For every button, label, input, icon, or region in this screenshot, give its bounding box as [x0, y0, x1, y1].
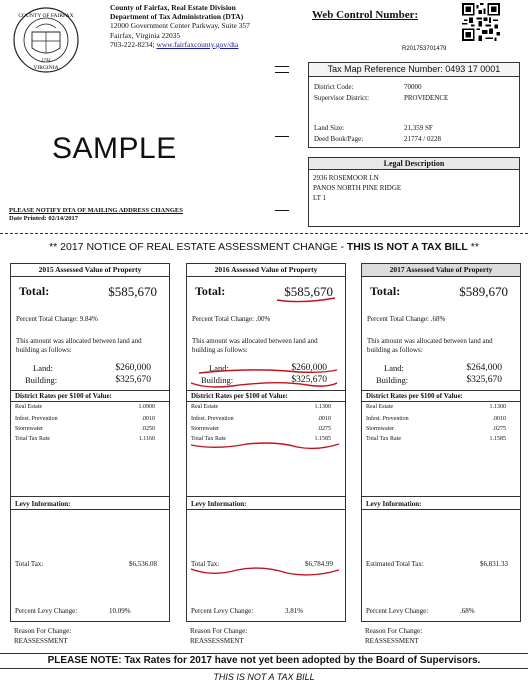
building-label: Building: [25, 375, 58, 385]
assessment-notice-heading [0, 241, 528, 253]
building-value: $325,670 [291, 375, 327, 385]
land-label: Land: [384, 363, 404, 373]
seal-text-top: COUNTY OF FAIRFAX [18, 13, 74, 19]
assessment-column-2016 [186, 263, 346, 622]
divider [362, 401, 520, 402]
assessment-column-2017 [361, 263, 521, 622]
rate-value: 1.0900 [138, 404, 155, 410]
rate-value: 1.1585 [314, 436, 331, 442]
rate-value: .0010 [317, 416, 331, 422]
supervisor-value: PROVIDENCE [404, 94, 449, 102]
legal-description-title: Legal Description [309, 158, 519, 170]
divider [11, 496, 169, 497]
address-notice [9, 207, 183, 222]
assessment-column-2015 [10, 263, 170, 622]
district-code-label: District Code: [314, 83, 354, 91]
date-printed: Date Printed: 02/14/2017 [9, 214, 78, 222]
rate-label: Infest. Prevention [366, 416, 409, 422]
agency-line4: Fairfax, Virginia 22035 [110, 30, 181, 40]
divider [11, 401, 169, 402]
rate-label: Real Estate [15, 404, 43, 410]
rate-label: Total Tax Rate [15, 436, 51, 442]
divider [362, 390, 520, 391]
total-label: Total: [195, 284, 226, 298]
qr-code-icon [462, 3, 500, 41]
rate-label: Infest. Prevention [15, 416, 58, 422]
levy-info-heading: Levy Information: [366, 500, 422, 508]
divider [11, 390, 169, 391]
total-label: Total: [370, 284, 401, 298]
building-value: $325,670 [466, 375, 502, 385]
agency-website-link[interactable]: www.fairfaxcounty.gov/dta [156, 39, 239, 49]
tax-map-number: 0493 17 0001 [445, 64, 501, 74]
percent-levy-change-label: Percent Levy Change: [366, 607, 429, 615]
tax-map-header [309, 63, 519, 77]
divider [11, 509, 169, 510]
percent-levy-change-value: 3.81% [285, 607, 304, 615]
total-tax-label: Total Tax: [15, 560, 44, 568]
not-a-tax-bill-footer: THIS IS NOT A TAX BILL [213, 672, 315, 682]
column-title: 2016 Assessed Value of Property [187, 264, 345, 277]
deed-value: 21774 / 0228 [404, 135, 441, 143]
land-size-value: 21,359 SF [404, 124, 433, 132]
percent-levy-change-value: .68% [460, 607, 475, 615]
land-value: $260,000 [115, 363, 151, 373]
district-rates-heading: District Rates per $100 of Value: [366, 392, 463, 400]
percent-total-change: Percent Total Change: .00% [192, 315, 271, 323]
seal-text-bottom: VIRGINIA [33, 65, 59, 71]
county-seal-logo [12, 6, 80, 74]
rate-label: Real Estate [366, 404, 394, 410]
rate-value: .0010 [492, 416, 506, 422]
rate-value: .0275 [317, 426, 331, 432]
notice-emphasis: THIS IS NOT A TAX BILL [346, 241, 468, 253]
total-value: $589,670 [459, 284, 508, 299]
deed-label: Deed Book/Page: [314, 135, 364, 143]
levy-info-heading: Levy Information: [15, 500, 71, 508]
percent-levy-change-value: 10.09% [109, 607, 131, 615]
notice-prefix: ** 2017 NOTICE OF REAL ESTATE ASSESSMENT CHANGE - [49, 241, 347, 253]
total-label: Total: [19, 284, 50, 298]
reference-code: R201753701479 [402, 46, 447, 52]
building-label: Building: [376, 375, 409, 385]
dash-mark [275, 66, 289, 67]
total-tax-label: Estimated Total Tax: [366, 560, 424, 568]
agency-phone: 703-222-8234; [110, 39, 155, 49]
total-value: $585,670 [284, 284, 333, 299]
dash-mark [275, 210, 289, 211]
tax-map-label: Tax Map Reference Number: [327, 64, 443, 74]
rate-label: Stormwater [366, 426, 394, 432]
notice-suffix: ** [467, 241, 479, 253]
legal-line2: PANOS NORTH PINE RIDGE [313, 184, 402, 192]
sample-watermark: SAMPLE [52, 132, 177, 165]
district-rates-heading: District Rates per $100 of Value: [15, 392, 112, 400]
column-title: 2015 Assessed Value of Property [11, 264, 169, 277]
rate-label: Total Tax Rate [191, 436, 227, 442]
seal-year: 1742 [41, 57, 51, 62]
rate-value: .0275 [492, 426, 506, 432]
district-code-value: 70000 [404, 83, 422, 91]
land-label: Land: [33, 363, 53, 373]
reason-2016 [190, 626, 247, 646]
land-value: $264,000 [466, 363, 502, 373]
total-value: $585,670 [108, 284, 157, 299]
divider [187, 496, 345, 497]
rate-value: 1.1585 [489, 436, 506, 442]
rate-value: .0010 [141, 416, 155, 422]
total-tax-value: $6,536.08 [129, 560, 157, 568]
percent-levy-change-label: Percent Levy Change: [191, 607, 254, 615]
legal-line1: 2936 ROSEMOOR LN [313, 174, 379, 182]
please-note-banner: PLEASE NOTE: Tax Rates for 2017 have not yet been adopted by the Board of Supervisors. [0, 653, 528, 669]
dash-mark [275, 72, 289, 73]
divider [187, 390, 345, 391]
reason-value: REASSESSMENT [365, 637, 419, 645]
rate-label: Stormwater [15, 426, 43, 432]
reason-2015 [14, 626, 71, 646]
dashed-divider [0, 233, 528, 234]
rate-value: 1.1300 [314, 404, 331, 410]
district-rates-heading: District Rates per $100 of Value: [191, 392, 288, 400]
agency-line3: 12000 Government Center Parkway, Suite 357 [110, 21, 250, 31]
rate-label: Total Tax Rate [366, 436, 402, 442]
reason-label: Reason For Change: [365, 627, 423, 635]
supervisor-label: Supervisor District: [314, 94, 370, 102]
agency-line2: Department of Tax Administration (DTA) [110, 12, 244, 22]
agency-header [110, 3, 250, 49]
reason-label: Reason For Change: [190, 627, 248, 635]
tax-map-box [308, 62, 520, 148]
rate-label: Infest. Prevention [191, 416, 234, 422]
land-label: Land: [209, 363, 229, 373]
legal-line3: LT 1 [313, 194, 327, 202]
reason-value: REASSESSMENT [14, 637, 68, 645]
rate-label: Stormwater [191, 426, 219, 432]
allocation-text: This amount was allocated between land and building as follows: [16, 337, 142, 354]
divider [187, 401, 345, 402]
rate-label: Real Estate [191, 404, 219, 410]
total-tax-value: $6,831.33 [480, 560, 508, 568]
allocation-text: This amount was allocated between land and building as follows: [192, 337, 318, 354]
divider [187, 509, 345, 510]
agency-line1: County of Fairfax, Real Estate Division [110, 3, 236, 12]
percent-total-change: Percent Total Change: 9.84% [16, 315, 98, 323]
building-value: $325,670 [115, 375, 151, 385]
rate-value: 1.1300 [489, 404, 506, 410]
percent-levy-change-label: Percent Levy Change: [15, 607, 78, 615]
address-notice-line1: PLEASE NOTIFY DTA OF MAILING ADDRESS CHANGES [9, 207, 183, 214]
total-tax-label: Total Tax: [191, 560, 220, 568]
reason-label: Reason For Change: [14, 627, 72, 635]
total-tax-value: $6,784.99 [305, 560, 333, 568]
percent-total-change: Percent Total Change: .68% [367, 315, 446, 323]
dash-mark [275, 136, 289, 137]
reason-value: REASSESSMENT [190, 637, 244, 645]
rate-value: 1.1160 [138, 436, 155, 442]
levy-info-heading: Levy Information: [191, 500, 247, 508]
land-value: $260,000 [291, 363, 327, 373]
reason-2017 [365, 626, 422, 646]
building-label: Building: [201, 375, 234, 385]
land-size-label: Land Size: [314, 124, 345, 132]
rate-value: .0250 [141, 426, 155, 432]
web-control-label: Web Control Number: [312, 9, 419, 21]
divider [362, 496, 520, 497]
allocation-text: This amount was allocated between land and building as follows: [367, 337, 493, 354]
legal-description-box [308, 157, 520, 227]
divider [362, 509, 520, 510]
column-title: 2017 Assessed Value of Property [362, 264, 520, 277]
